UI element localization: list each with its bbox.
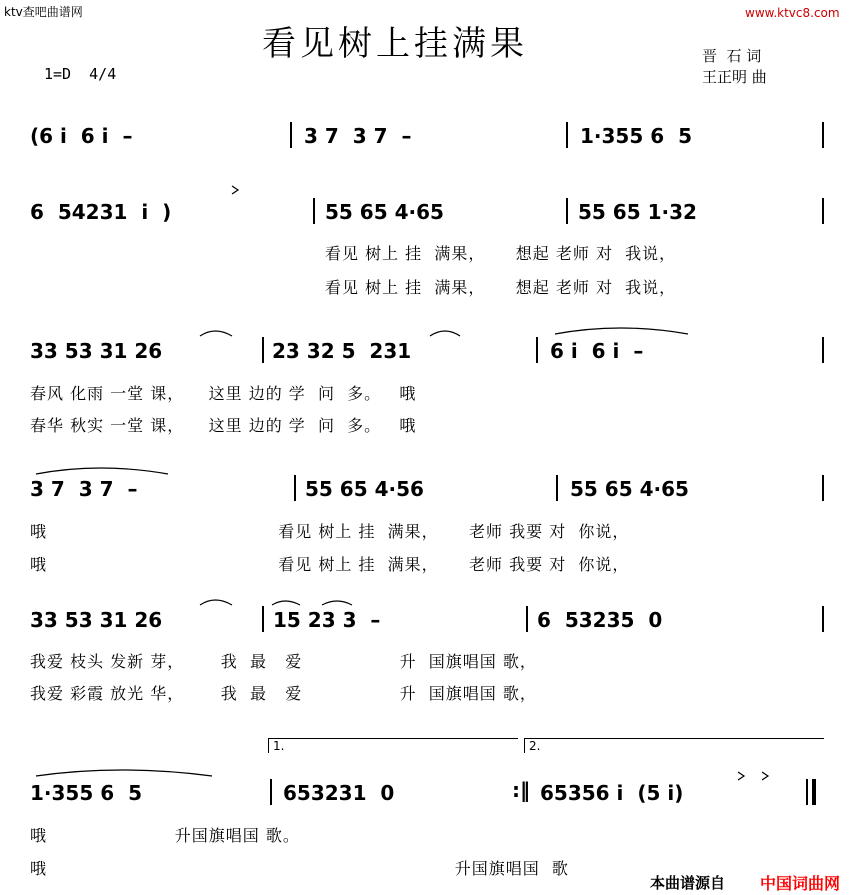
- notes-row5-m3: 65356 i (5 i): [540, 781, 684, 805]
- lyricist-credit: 晋 石 词: [702, 47, 762, 65]
- notes-row4-m2: 15 23 3 –: [273, 608, 381, 632]
- source-site-link[interactable]: 中国词曲网: [760, 874, 841, 893]
- notes-row0-m2: 3 7 3 7 –: [304, 124, 412, 148]
- notes-row3-m2: 55 65 4·56: [305, 477, 424, 501]
- notes-row2-m3: 6 i 6 i –: [550, 339, 644, 363]
- lyric-row4-v2: 我爱 彩霞 放光 华， 我 最 爱 升 国旗唱国 歌，: [30, 684, 537, 703]
- notes-row0-m1: (6 i 6 i –: [30, 124, 133, 148]
- lyric-row1-v1: 看见 树上 挂 满果， 想起 老师 对 我说，: [325, 244, 677, 263]
- notes-row0-m3: 1·355 6 5: [580, 124, 692, 148]
- key-time-signature: 1=D 4/4: [44, 65, 117, 83]
- notes-row5-m1: 1·355 6 5: [30, 781, 142, 805]
- lyric-row2-v2: 春华 秋实 一堂 课， 这里 边的 学 问 多。 哦: [30, 416, 417, 435]
- repeat-sign: :‖: [512, 778, 530, 802]
- lyric-row1-v2: 看见 树上 挂 满果， 想起 老师 对 我说，: [325, 278, 677, 297]
- composer-credit: 王正明 曲: [702, 68, 767, 86]
- watermark-right: www.ktvc8.com: [745, 6, 840, 20]
- notes-row1-m2: 55 65 4·65: [325, 200, 444, 224]
- notes-row3-m1: 3 7 3 7 –: [30, 477, 138, 501]
- lyric-row3-v2: 哦 看见 树上 挂 满果， 老师 我要 对 你说，: [30, 555, 630, 574]
- source-label: 本曲谱源自: [650, 874, 726, 892]
- notes-row4-m1: 33 53 31 26: [30, 608, 163, 632]
- lyric-row5-v1: 哦 升国旗唱国 歌。: [30, 826, 300, 845]
- notes-row4-m3: 6 53235 0: [537, 608, 663, 632]
- lyric-row4-v1: 我爱 枝头 发新 芽， 我 最 爱 升 国旗唱国 歌，: [30, 652, 537, 671]
- lyric-row5-v2: 哦 升国旗唱国 歌: [30, 859, 569, 878]
- song-title: 看见树上挂满果: [262, 24, 528, 64]
- notes-row3-m3: 55 65 4·65: [570, 477, 689, 501]
- lyric-row3-v1: 哦 看见 树上 挂 满果， 老师 我要 对 你说，: [30, 522, 630, 541]
- volta-1-bracket: 1.: [268, 738, 518, 753]
- notes-row1-m3: 55 65 1·32: [578, 200, 697, 224]
- volta-2-bracket: 2.: [524, 738, 824, 753]
- lyric-row2-v1: 春风 化雨 一堂 课， 这里 边的 学 问 多。 哦: [30, 384, 417, 403]
- notes-row2-m1: 33 53 31 26: [30, 339, 163, 363]
- notes-row1-m1: 6 54231 i ): [30, 200, 172, 224]
- watermark-left: ktv查吧曲谱网: [4, 5, 83, 19]
- notes-row5-m2: 653231 0: [283, 781, 395, 805]
- notes-row2-m2: 23 32 5 231: [272, 339, 412, 363]
